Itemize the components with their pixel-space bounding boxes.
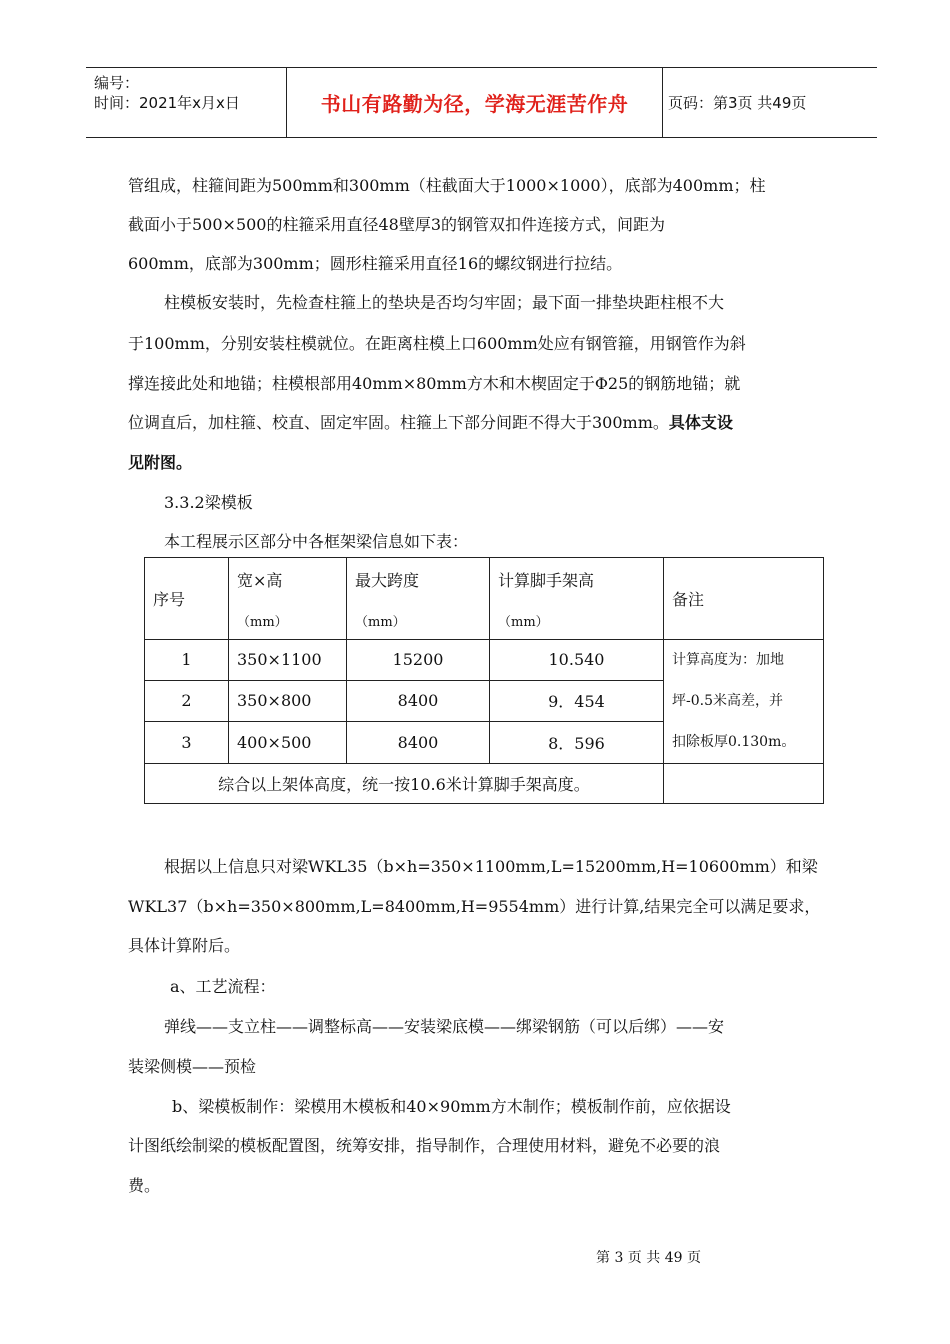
table-cell: 10.540 xyxy=(490,640,664,681)
subsection-heading: a、工艺流程： xyxy=(170,977,276,996)
table-cell: 400×500 xyxy=(229,722,347,764)
paragraph-line: 截面小于500×500的柱箍采用直径48壁厚3的钢管双扣件连接方式，间距为 xyxy=(128,215,666,234)
table-summary-row xyxy=(145,764,824,804)
table-cell: 1 xyxy=(145,640,229,681)
table-header-cell: 宽×高 （mm） xyxy=(229,558,347,640)
beam-info-table xyxy=(144,557,824,804)
header-meta xyxy=(86,68,286,137)
table-cell: 8．596 xyxy=(490,722,664,764)
paragraph-line: WKL37（b×h=350×800mm,L=8400mm,H=9554mm）进行计算,结果完全可以满足要求， xyxy=(128,897,821,916)
table-cell: 350×1100 xyxy=(229,640,347,681)
paragraph-line: 管组成，柱箍间距为500mm和300mm（柱截面大于1000×1000），底部为400mm；柱 xyxy=(128,176,766,195)
footer-page-number: 第 3 页 共 49 页 xyxy=(596,1250,701,1266)
table-cell: 3 xyxy=(145,722,229,764)
paragraph-line: 于100mm，分别安装柱模就位。在距离柱模上口600mm处应有钢管箍，用钢管作为斜 xyxy=(128,334,746,353)
table-empty-cell xyxy=(664,764,824,804)
table-cell: 9．454 xyxy=(490,680,664,722)
paragraph-line: 弹线——支立柱——调整标高——安装梁底模——绑梁钢筋（可以后绑）——安 xyxy=(164,1017,725,1036)
paragraph-line: 根据以上信息只对梁WKL35（b×h=350×1100mm,L=15200mm,H=10600mm）和梁 xyxy=(164,857,818,876)
table-summary-cell: 综合以上架体高度，统一按10.6米计算脚手架高度。 xyxy=(145,764,664,804)
table-cell: 2 xyxy=(145,680,229,722)
paragraph-line: 600mm，底部为300mm；圆形柱箍采用直径16的螺纹钢进行拉结。 xyxy=(128,254,623,273)
table-header-cell: 计算脚手架高 （mm） xyxy=(490,558,664,640)
table-cell: 15200 xyxy=(347,640,490,681)
table-cell: 350×800 xyxy=(229,680,347,722)
table-intro: 本工程展示区部分中各框架梁信息如下表： xyxy=(164,532,469,551)
paragraph-text: 位调直后，加柱箍、校直、固定牢固。柱箍上下部分间距不得大于300mm。 xyxy=(128,413,669,432)
table-header-row xyxy=(145,558,824,640)
paragraph-line: 费。 xyxy=(128,1176,161,1195)
table-cell: 8400 xyxy=(347,680,490,722)
paragraph-line: b、梁模板制作：梁模用木模板和40×90mm方木制作；模板制作前，应依据设 xyxy=(172,1097,731,1116)
doc-number-label: 编号： xyxy=(94,74,140,92)
paragraph-line: 计图纸绘制梁的模板配置图，统筹安排，指导制作，合理使用材料，避免不必要的浪 xyxy=(128,1136,721,1155)
table-header-cell: 备注 xyxy=(664,558,824,640)
table-note-cell xyxy=(664,640,824,764)
table-header-cell: 最大跨度 （mm） xyxy=(347,558,490,640)
paragraph-line xyxy=(128,413,733,433)
header-page-cell xyxy=(664,68,881,137)
paragraph-bold-line: 见附图。 xyxy=(128,453,193,472)
paragraph-line: 装梁侧模——预检 xyxy=(128,1057,257,1076)
header-motto-cell xyxy=(286,68,663,137)
header-page-info: 页码：第3页 共49页 xyxy=(668,94,807,112)
doc-time-label: 时间：2021年x月x日 xyxy=(94,94,240,112)
table-row xyxy=(145,640,824,681)
header-motto: 书山有路勤为径，学海无涯苦作舟 xyxy=(320,92,629,116)
table-cell: 8400 xyxy=(347,722,490,764)
note-line: 计算高度为：加地 xyxy=(672,652,784,668)
note-line: 扣除板厚0.130m。 xyxy=(672,734,796,750)
paragraph-line: 撑连接此处和地锚；柱模根部用40mm×80mm方木和木楔固定于Φ25的钢筋地锚；就 xyxy=(128,374,741,393)
paragraph-bold-text: 具体支设 xyxy=(668,413,733,432)
paragraph-line: 柱模板安装时，先检查柱箍上的垫块是否均匀牢固；最下面一排垫块距柱根不大 xyxy=(164,293,725,312)
table-header-cell: 序号 xyxy=(145,558,229,640)
note-line: 坪-0.5米高差，并 xyxy=(672,693,783,709)
paragraph-line: 具体计算附后。 xyxy=(128,936,241,955)
page-header xyxy=(86,67,877,138)
section-heading: 3.3.2梁模板 xyxy=(164,493,253,512)
